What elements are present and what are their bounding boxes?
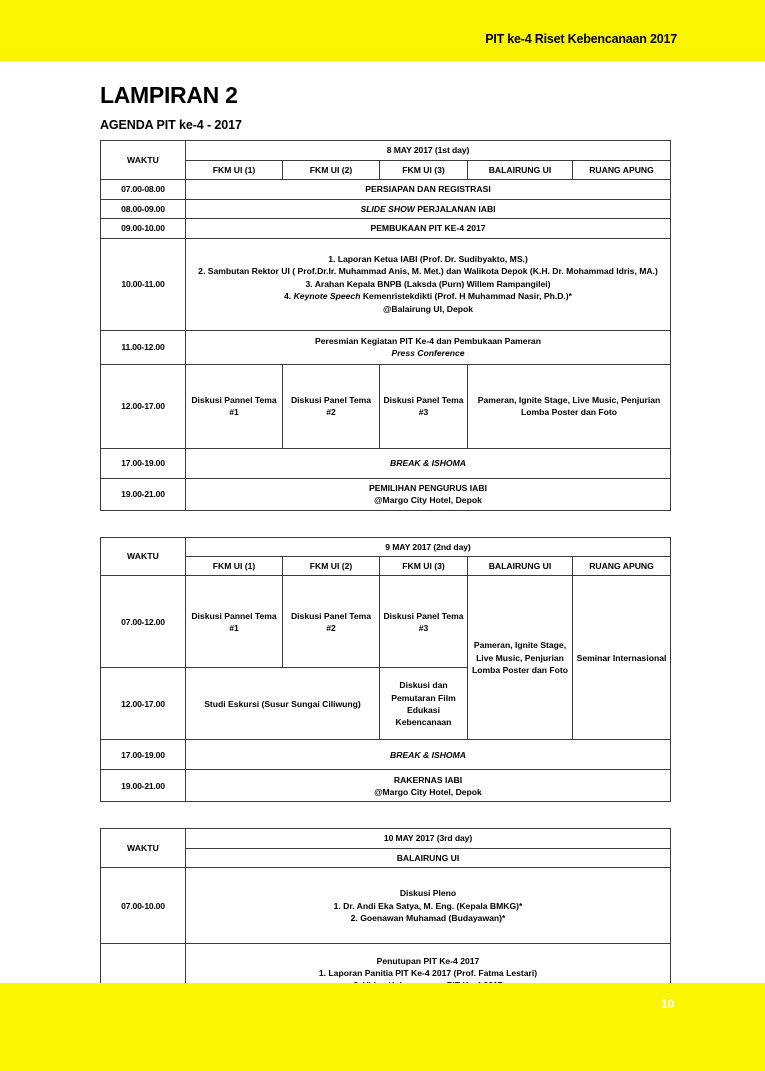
- activity-cell: Diskusi dan Pemutaran Film Edukasi Kebencanaan: [380, 668, 468, 740]
- table-body-day1: [101, 180, 671, 510]
- table-row: [101, 868, 671, 944]
- activity-cell: Diskusi Pannel Tema #1: [186, 364, 283, 448]
- activity-line: @Margo City Hotel, Depok: [374, 786, 482, 797]
- column-header-fkm3: FKM UI (3): [380, 160, 468, 179]
- activity-cell: [186, 330, 671, 364]
- table-row: [101, 364, 671, 448]
- column-header-waktu: WAKTU: [101, 141, 186, 180]
- day-title-day3: 10 MAY 2017 (3rd day): [186, 829, 671, 848]
- activity-line: Peresmian Kegiatan PIT Ke-4 dan Pembukaan Pameran: [315, 335, 541, 346]
- column-header-waktu: WAKTU: [101, 537, 186, 576]
- activity-line: @Margo City Hotel, Depok: [374, 495, 482, 506]
- column-header-fkm1: FKM UI (1): [186, 160, 283, 179]
- table-header-day3: [101, 829, 671, 868]
- table-row: [101, 478, 671, 510]
- column-header-fkm1: FKM UI (1): [186, 557, 283, 576]
- column-header-fkm2: FKM UI (2): [283, 557, 380, 576]
- column-header-fkm2: FKM UI (2): [283, 160, 380, 179]
- column-header-balairung: BALAIRUNG UI: [186, 848, 671, 867]
- activity-cell: Pameran, Ignite Stage, Live Music, Penjurian Lomba Poster dan Foto: [468, 364, 671, 448]
- activity-cell: BREAK & ISHOMA: [186, 448, 671, 478]
- activity-cell: [186, 199, 671, 218]
- activity-line: Diskusi Pleno: [399, 888, 457, 899]
- activity-cell: Diskusi Panel Tema #2: [283, 576, 380, 668]
- activity-line: 1. Laporan Ketua IABI (Prof. Dr. Sudibyakto, MS.): [328, 253, 528, 264]
- activity-line: [189, 290, 667, 302]
- table-row: [101, 141, 671, 160]
- column-header-ruang-apung: RUANG APUNG: [573, 160, 671, 179]
- table-row: [101, 770, 671, 802]
- table-row: [101, 537, 671, 556]
- agenda-table-day2: [100, 537, 671, 803]
- table-row: [101, 238, 671, 330]
- activity-text: PERJALANAN IABI: [414, 203, 496, 214]
- time-cell: 17.00-19.00: [101, 448, 186, 478]
- table-row: [101, 848, 671, 867]
- activity-line: 2. Sambutan Rektor UI ( Prof.Dr.Ir. Muhammad Anis, M. Met.) dan Walikota Depok (K.H. Dr. Mohammad Idris, MA.): [198, 266, 658, 277]
- column-header-balairung: BALAIRUNG UI: [468, 557, 573, 576]
- header-banner: [0, 0, 765, 61]
- page-subtitle: AGENDA PIT ke-4 - 2017: [100, 118, 242, 133]
- table-header-day1: [101, 141, 671, 180]
- page-title: LAMPIRAN 2: [100, 82, 238, 108]
- column-header-waktu: WAKTU: [101, 829, 186, 868]
- activity-line: 2. Goenawan Muhamad (Budayawan)*: [350, 913, 506, 924]
- table-row: [101, 829, 671, 848]
- time-cell: 12.00-17.00: [101, 364, 186, 448]
- page-number: 10: [661, 997, 675, 1011]
- column-header-ruang-apung: RUANG APUNG: [573, 557, 671, 576]
- table-row: [101, 740, 671, 770]
- table-row: [101, 557, 671, 576]
- agenda-table-day1: [100, 140, 671, 510]
- table-row: [101, 199, 671, 218]
- activity-line: 1. Laporan Panitia PIT Ke-4 2017 (Prof. Fatma Lestari): [318, 967, 538, 978]
- activity-line: @Balairung UI, Depok: [382, 303, 474, 314]
- activity-cell: [186, 770, 671, 802]
- activity-line: Penutupan PIT Ke-4 2017: [376, 955, 480, 966]
- activity-cell: Diskusi Panel Tema #3: [380, 576, 468, 668]
- activity-cell: [186, 238, 671, 330]
- activity-cell: Pameran, Ignite Stage, Live Music, Penjurian Lomba Poster dan Foto: [468, 576, 573, 740]
- day-title-day2: 9 MAY 2017 (2nd day): [186, 537, 671, 556]
- activity-cell: PEMBUKAAN PIT KE-4 2017: [186, 219, 671, 238]
- table-row: [101, 448, 671, 478]
- column-header-balairung: BALAIRUNG UI: [468, 160, 573, 179]
- activity-cell: Diskusi Panel Tema #2: [283, 364, 380, 448]
- activity-cell: Seminar Internasional: [573, 576, 671, 740]
- page-content: [100, 61, 670, 1066]
- table-body-day2: [101, 576, 671, 802]
- time-cell: 19.00-21.00: [101, 770, 186, 802]
- activity-cell: Diskusi Panel Tema #3: [380, 364, 468, 448]
- time-cell: 19.00-21.00: [101, 478, 186, 510]
- activity-text: Kemenristekdikti (Prof. H Muhammad Nasir, Ph.D.)*: [360, 291, 573, 302]
- activity-cell: Studi Eskursi (Susur Sungai Ciliwung): [186, 668, 380, 740]
- time-cell: 10.00-11.00: [101, 238, 186, 330]
- activity-cell: BREAK & ISHOMA: [186, 740, 671, 770]
- table-row: [101, 219, 671, 238]
- column-header-fkm3: FKM UI (3): [380, 557, 468, 576]
- activity-cell: Diskusi Pannel Tema #1: [186, 576, 283, 668]
- time-cell: 17.00-19.00: [101, 740, 186, 770]
- activity-cell: [186, 868, 671, 944]
- table-row: [101, 330, 671, 364]
- activity-line: 3. Arahan Kepala BNPB (Laksda (Purn) Willem Rampangilei): [305, 278, 551, 289]
- activity-line-number: 4.: [284, 291, 294, 302]
- activity-cell: [186, 478, 671, 510]
- activity-text-italic: SLIDE SHOW: [360, 203, 415, 214]
- activity-line: 1. Dr. Andi Eka Satya, M. Eng. (Kepala BMKG)*: [333, 900, 523, 911]
- table-row: [101, 160, 671, 179]
- table-header-day2: [101, 537, 671, 576]
- time-cell: 07.00-10.00: [101, 868, 186, 944]
- time-cell: 07.00-12.00: [101, 576, 186, 668]
- time-cell: 12.00-17.00: [101, 668, 186, 740]
- day-title-day1: 8 MAY 2017 (1st day): [186, 141, 671, 160]
- time-cell: 07.00-08.00: [101, 180, 186, 199]
- footer-banner: [0, 983, 765, 1071]
- time-cell: 09.00-10.00: [101, 219, 186, 238]
- table-row: [101, 180, 671, 199]
- running-title: PIT ke-4 Riset Kebencanaan 2017: [485, 32, 677, 46]
- activity-line-italic: Press Conference: [391, 348, 465, 359]
- activity-line: PEMILIHAN PENGURUS IABI: [369, 482, 487, 493]
- activity-text-italic: Keynote Speech: [293, 291, 361, 302]
- activity-line: RAKERNAS IABI: [393, 774, 463, 785]
- activity-cell: PERSIAPAN DAN REGISTRASI: [186, 180, 671, 199]
- time-cell: 08.00-09.00: [101, 199, 186, 218]
- time-cell: 11.00-12.00: [101, 330, 186, 364]
- table-row: [101, 576, 671, 668]
